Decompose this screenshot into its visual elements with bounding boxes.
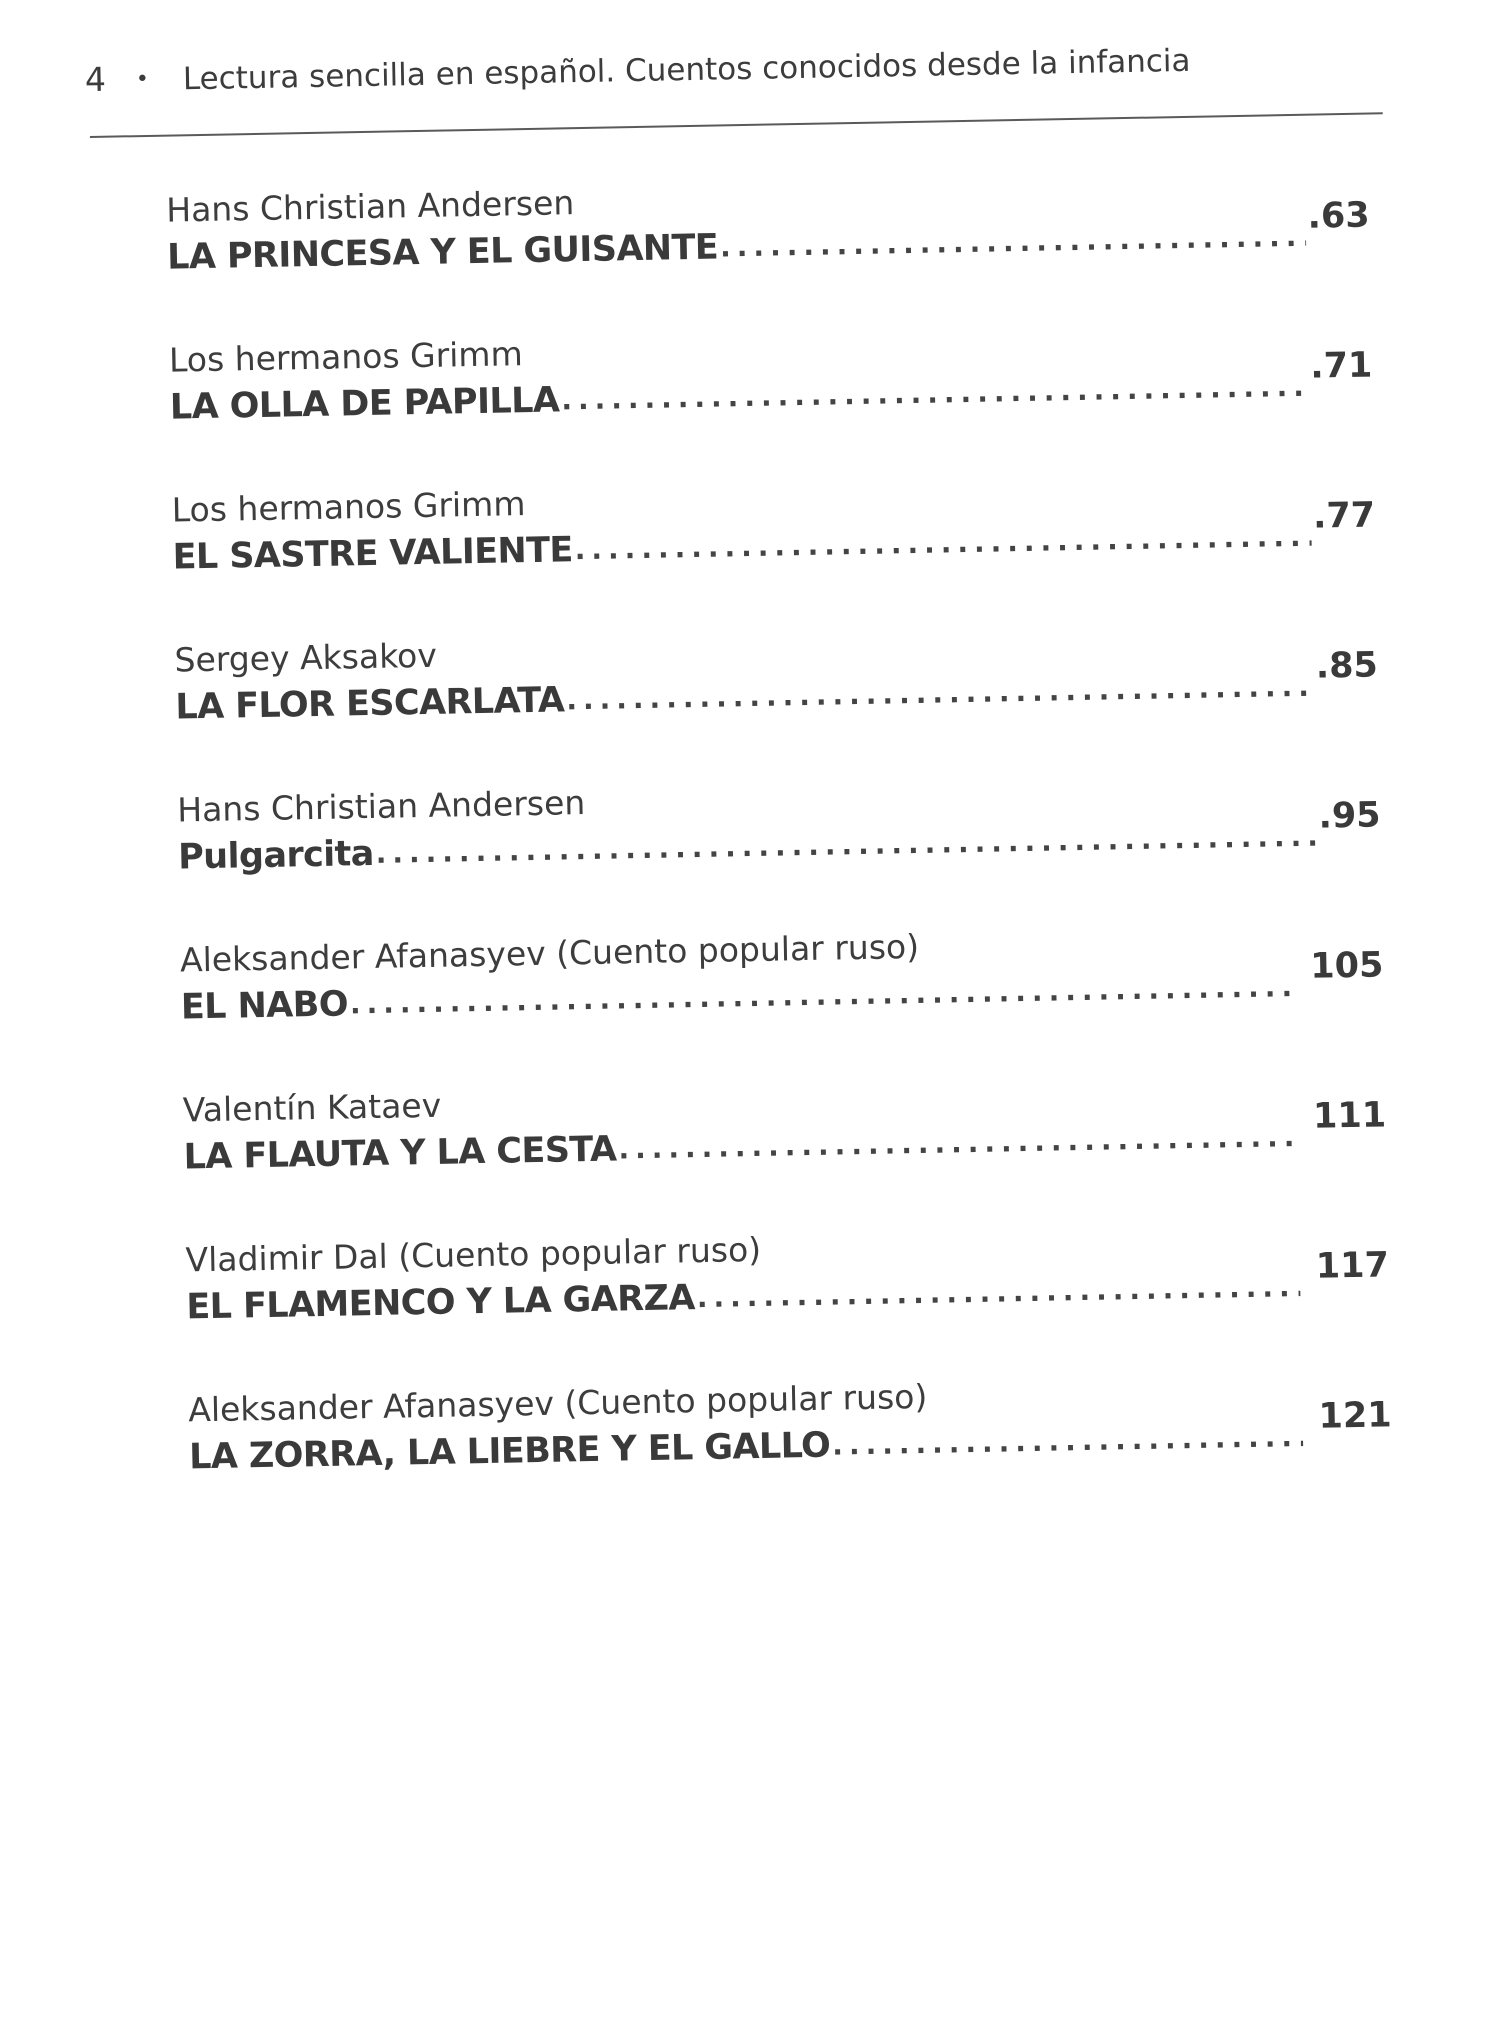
toc-page-number: .71	[1309, 345, 1373, 387]
toc-entry	[188, 1366, 1394, 1538]
toc-title: LA FLAUTA Y LA CESTA	[183, 1129, 617, 1178]
running-header	[85, 36, 1388, 124]
toc-author: Los hermanos Grimm	[171, 484, 526, 530]
toc-title: EL NABO	[180, 984, 349, 1028]
toc-author: Valentín Kataev	[182, 1085, 442, 1130]
toc-entry	[185, 1216, 1391, 1388]
toc-leader-dots	[832, 1412, 1304, 1471]
book-title: Lectura sencilla en español. Cuentos conocidos desde la infancia	[182, 42, 1191, 98]
toc-page-number: 121	[1318, 1395, 1392, 1437]
toc-entry	[169, 317, 1375, 489]
toc-page-number: .63	[1307, 195, 1370, 237]
table-of-contents	[166, 167, 1394, 1539]
toc-page-number: 111	[1312, 1095, 1387, 1137]
toc-entry	[171, 467, 1377, 639]
toc-title: LA ZORRA, LA LIEBRE Y EL GALLO	[188, 1425, 831, 1478]
toc-page-number: 117	[1315, 1245, 1390, 1287]
toc-entry	[182, 1066, 1388, 1238]
toc-page-number: .85	[1315, 645, 1379, 687]
toc-title: LA PRINCESA Y EL GUISANTE	[166, 227, 719, 278]
toc-author: Sergey Aksakov	[174, 635, 438, 680]
toc-page-number: .77	[1312, 495, 1376, 537]
toc-leader-dots	[720, 212, 1307, 273]
toc-author: Los hermanos Grimm	[168, 334, 523, 380]
toc-title: Pulgarcita	[177, 833, 375, 878]
header-bullet: •	[135, 66, 150, 93]
page-number: 4	[84, 59, 107, 100]
toc-entry	[177, 766, 1383, 938]
toc-title: LA FLOR ESCARLATA	[175, 680, 565, 728]
toc-entry	[166, 167, 1372, 339]
toc-title: EL FLAMENCO Y LA GARZA	[186, 1278, 696, 1328]
toc-author: Vladimir Dal (Cuento popular ruso)	[185, 1229, 762, 1280]
toc-leader-dots	[696, 1262, 1300, 1323]
toc-title: EL SASTRE VALIENTE	[172, 530, 574, 578]
toc-page-number: 105	[1309, 945, 1384, 987]
toc-title: LA OLLA DE PAPILLA	[169, 380, 560, 428]
toc-entry	[174, 616, 1380, 788]
toc-author: Aleksander Afanasyev (Cuento popular ruso)	[187, 1376, 928, 1430]
toc-author: Hans Christian Andersen	[165, 183, 575, 230]
toc-author: Hans Christian Andersen	[176, 783, 586, 830]
toc-author: Aleksander Afanasyev (Cuento popular ruso)	[179, 926, 920, 980]
toc-page-number: .95	[1318, 795, 1381, 837]
toc-entry	[180, 916, 1386, 1088]
